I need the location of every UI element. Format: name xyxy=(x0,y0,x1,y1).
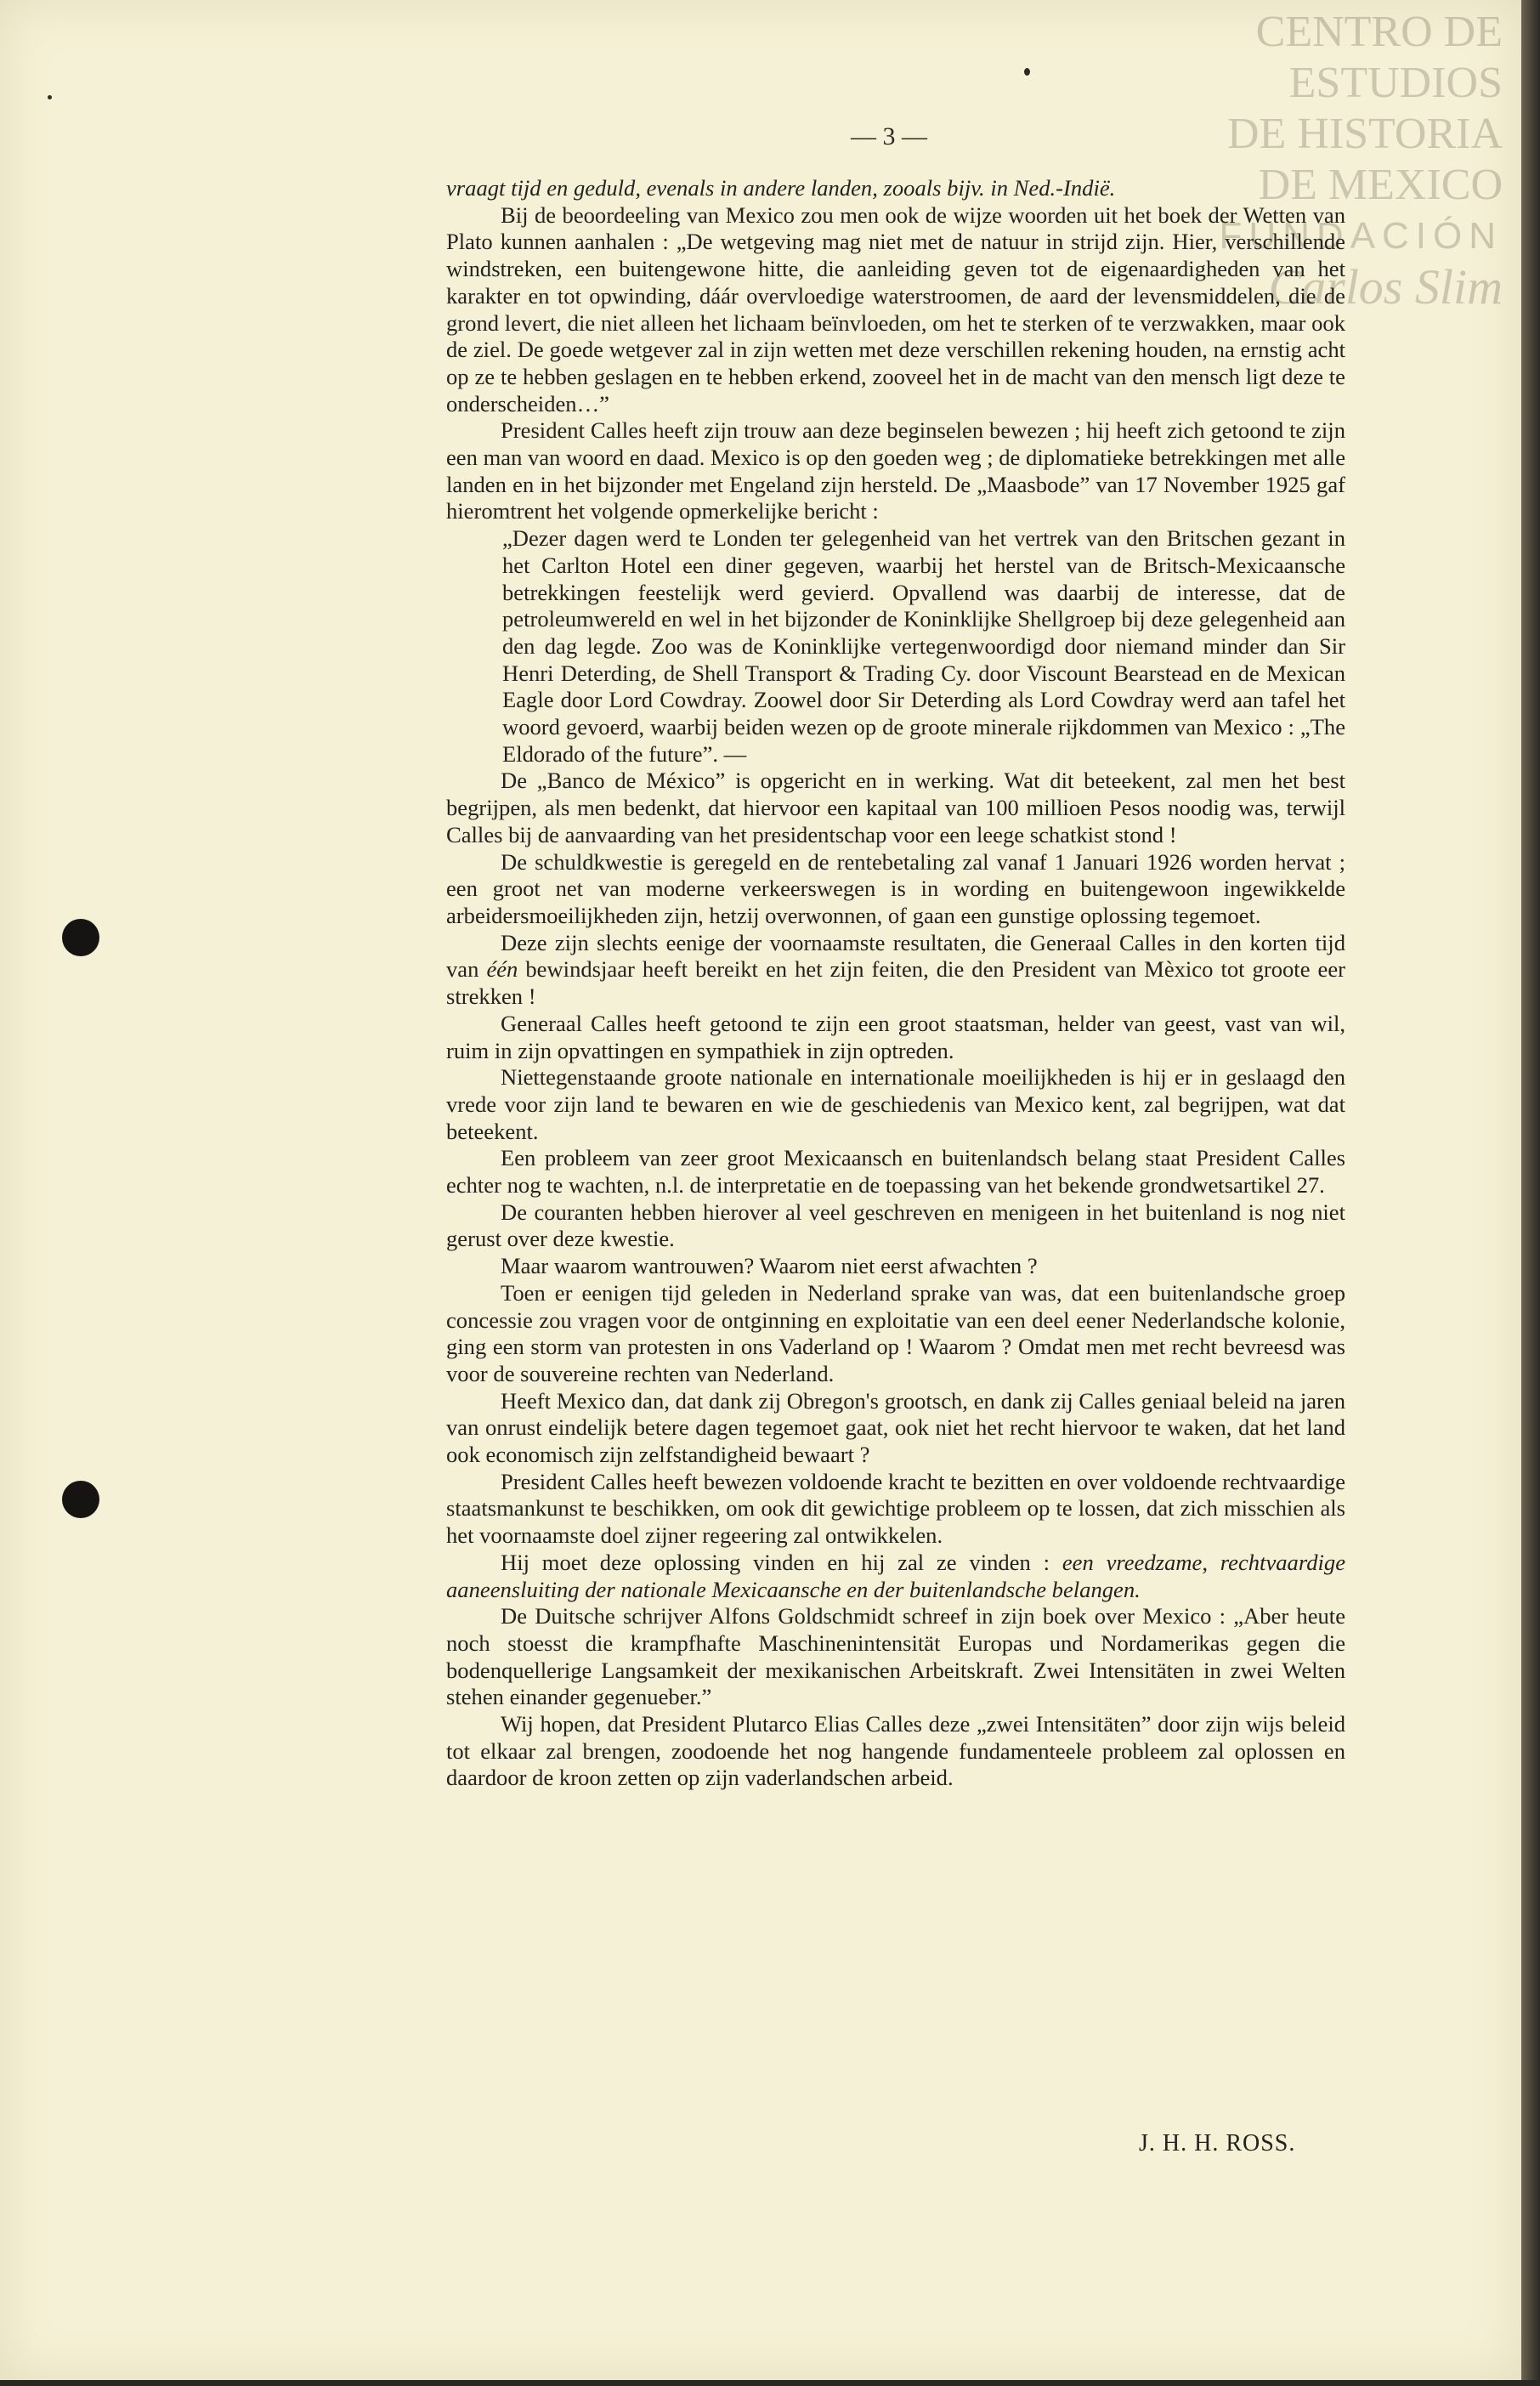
scan-edge-bottom xyxy=(0,2380,1540,2386)
paragraph: Een probleem van zeer groot Mexicaansch en buitenlandsch belang staat President Calles echter nog te wachten, n.l. de interpretatie en de toepassing van het bekende grondwetsartikel 27. xyxy=(446,1145,1345,1199)
paragraph: Toen er eenigen tijd geleden in Nederland sprake van was, dat een buitenlandsche groep concessie zou vragen voor de ontginning en exploitatie van een deel eener Nederlandsche kolonie, ging een storm van protesten in ons Vaderland op ! Waarom ? Omdat men met recht bevreesd was voor de souvereine rechten van Nederland. xyxy=(446,1279,1345,1386)
punch-hole xyxy=(62,919,99,956)
paragraph: De schuldkwestie is geregeld en de rentebetaling zal vanaf 1 Januari 1926 worden hervat ; een groot net van moderne verkeerswegen is in wording en buitengewoon ingewikkelde arbeidersmoeilijkheden zijn, hetzij overwonnen, of gaan een gunstige oplossing tegemoet. xyxy=(446,848,1345,928)
watermark-line: DE HISTORIA xyxy=(1226,110,1503,158)
paragraph: Generaal Calles heeft getoond te zijn een groot staatsman, helder van geest, vast van wil, ruim in zijn opvattingen en sympathiek in zijn optreden. xyxy=(446,1010,1345,1063)
watermark-line: ESTUDIOS xyxy=(1288,59,1503,107)
paragraph: Wij hopen, dat President Plutarco Elias Calles deze „zwei Intensitäten” door zijn wijs beleid tot elkaar zal brengen, zoodoende het nog hangende fundamenteele probleem zal oplossen en daardoor de kroon zetten op zijn vaderlandschen arbeid. xyxy=(446,1711,1345,1791)
punch-hole xyxy=(62,1481,99,1518)
watermark-line: FUNDACIÓN xyxy=(1219,215,1503,257)
paragraph: Niettegenstaande groote nationale en internationale moeilijkheden is hij er in geslaagd den vrede voor zijn land te bewaren en wie de geschiedenis van Mexico kent, zal begrijpen, wat dat beteekent. xyxy=(446,1064,1345,1144)
page-number: — 3 — xyxy=(851,122,927,150)
paper-speck xyxy=(48,95,52,99)
watermark-signature: Carlos Slim xyxy=(1268,259,1503,315)
paragraph: Maar waarom wantrouwen? Waarom niet eerst afwachten ? xyxy=(501,1253,1038,1279)
paragraph: Hij moet deze oplossing vinden en hij zal ze vinden : een vreedzame, rechtvaardige aaneensluiting der nationale Mexicaansche en der buitenlandsche belangen. xyxy=(446,1549,1345,1602)
paragraph: vraagt tijd en geduld, evenals in andere landen, zooals bijv. in Ned.-Indië. xyxy=(446,175,1116,201)
watermark-line: DE MEXICO xyxy=(1258,161,1503,209)
body-text xyxy=(446,175,1345,1792)
paragraph: De couranten hebben hierover al veel geschreven en menigeen in het buitenland is nog niet gerust over deze kwestie. xyxy=(446,1199,1345,1252)
paragraph: Bij de beoordeeling van Mexico zou men ook de wijze woorden uit het boek der Wetten van Plato kunnen aanhalen : „De wetgeving mag niet met de natuur in strijd zijn. Hier, verschillende windstreken, een buitengewone hitte, die aanleiding geven tot de eigenaardigheden van het karakter en tot opwinding, dáár overvloedige waterstroomen, de aard der levensmiddelen, die de grond levert, die niet alleen het lichaam beïnvloeden, om het te sterken of te verzwakken, maar ook de ziel. De goede wetgever zal in zijn wetten met deze verschillen rekening houden, na ernstig acht op ze te hebben geslagen en te hebben erkend, zooveel het in de macht van den mensch ligt deze te onderscheiden…” xyxy=(446,201,1345,417)
scan-edge-right xyxy=(1521,0,1540,2386)
paragraph: President Calles heeft bewezen voldoende kracht te bezitten en over voldoende rechtvaardige staatsmankunst te beschikken, om ook dit gewichtige probleem op te lossen, dat zich misschien als het voornaamste doel zijner regeering zal ontwikkelen. xyxy=(446,1468,1345,1549)
paragraph: Deze zijn slechts eenige der voornaamste resultaten, die Generaal Calles in den korten tijd van één bewindsjaar heeft bereikt en het zijn feiten, die den President van Mèxico tot groote eer strekken ! xyxy=(446,929,1345,1010)
paper-speck xyxy=(1024,68,1030,76)
paragraph: De „Banco de México” is opgericht en in werking. Wat dit beteekent, zal men het best begrijpen, als men bedenkt, dat hiervoor een kapitaal van 100 millioen Pesos noodig was, terwijl Calles bij de aanvaarding van het presidentschap voor een leege schatkist stond ! xyxy=(446,768,1345,847)
author-signature: J. H. H. ROSS. xyxy=(1139,2130,1296,2156)
paragraph: Heeft Mexico dan, dat dank zij Obregon's grootsch, en dank zij Calles geniaal beleid na jaren van onrust eindelijk betere dagen tegemoet gaat, ook niet het recht hiervoor te waken, dat het land ook economisch zijn zelfstandigheid bewaart ? xyxy=(446,1387,1345,1468)
watermark-line: CENTRO DE xyxy=(1255,8,1503,56)
paragraph: De Duitsche schrijver Alfons Goldschmidt schreef in zijn boek over Mexico : „Aber heute noch stoesst die krampfhafte Maschinenintensität Europas und Nordamerikas gegen die bodenquellerige Langsamkeit der mexikanischen Arbeitskraft. Zwei Intensitäten in zwei Welten stehen einander gegenueber.” xyxy=(446,1603,1345,1710)
paragraph: President Calles heeft zijn trouw aan deze beginselen bewezen ; hij heeft zich getoond te zijn een man van woord en daad. Mexico is op den goeden weg ; de diplomatieke betrekkingen met alle landen en in het bijzonder met Engeland zijn hersteld. De „Maasbode” van 17 November 1925 gaf hieromtrent het volgende opmerkelijke bericht : xyxy=(446,417,1345,524)
block-quote: „Dezer dagen werd te Londen ter gelegenheid van het vertrek van den Britschen gezant in het Carlton Hotel een diner gegeven, waarbij het herstel van de Britsch-Mexicaansche betrekkingen feestelijk werd gevierd. Opvallend was daarbij de interesse, dat de petroleumwereld en wel in het bijzonder de Koninklijke Shellgroep bij deze gelegenheid aan den dag legde. Zoo was de Koninklijke vertegenwoordigd door niemand minder dan Sir Henri Deterding, de Shell Transport & Trading Cy. door Viscount Bearstead en de Mexican Eagle door Lord Cowdray. Zoowel door Sir Deterding als Lord Cowdray werd aan tafel het woord gevoerd, waarbij beiden wezen op de groote minerale rijkdommen van Mexico : „The Eldorado of the future”. — xyxy=(502,525,1345,767)
